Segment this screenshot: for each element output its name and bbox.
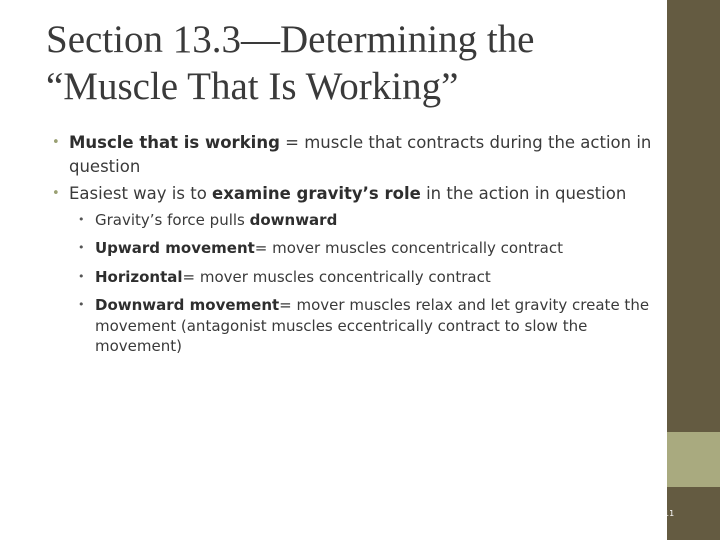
sub-bullet-downward-movement	[78, 295, 652, 357]
sub-bullet-text: Gravity’s force pulls	[95, 210, 250, 229]
sub-bullet-text: = mover muscles concentrically contract	[254, 239, 563, 257]
bullet-marker-icon: •	[52, 186, 60, 201]
sub-bullet-bold-text: Upward movement	[95, 239, 255, 257]
sub-bullet-list	[78, 210, 652, 357]
sub-bullet-bold-text: Horizontal	[95, 267, 183, 286]
sub-bullet-text: = mover muscles concentrically contract	[182, 267, 491, 286]
bullet-easiest-way	[52, 182, 652, 206]
sub-bullet-bold-text: Downward movement	[95, 296, 280, 314]
bullet-bold-text: Muscle that is working	[69, 133, 280, 152]
sub-bullet-gravity-force	[78, 210, 652, 231]
bullet-text: Easiest way is to	[69, 184, 213, 203]
sidebar-band-top	[667, 0, 720, 432]
slide-title-line-1: Section 13.3—Determining the	[46, 18, 535, 61]
sub-bullet-marker-icon: •	[78, 269, 85, 283]
slide-title-line-2: “Muscle That Is Working”	[46, 65, 459, 108]
bullet-muscle-that-is-working	[52, 131, 652, 178]
sub-bullet-text: = mover muscles relax and let gravity create the movement (antagonist muscles eccentrically contract to slow the movement)	[95, 296, 650, 355]
slide-body	[52, 131, 652, 365]
sub-bullet-bold-text: downward	[249, 210, 338, 229]
bullet-text: = muscle that contracts during the action in question	[69, 133, 652, 176]
bullet-bold-text: examine gravity’s role	[212, 184, 421, 203]
bullet-marker-icon: •	[52, 135, 60, 150]
bullet-text: in the action in question	[420, 184, 627, 203]
sub-bullet-marker-icon: •	[78, 298, 85, 311]
sub-bullet-horizontal	[78, 267, 652, 288]
sub-bullet-marker-icon: •	[78, 241, 85, 254]
sub-bullet-marker-icon: •	[78, 212, 85, 226]
sidebar-band-accent	[667, 432, 720, 487]
sub-bullet-upward-movement	[78, 238, 652, 259]
page-number: 11	[664, 509, 675, 518]
slide-title	[46, 16, 646, 110]
sidebar-band-bottom	[667, 487, 720, 540]
